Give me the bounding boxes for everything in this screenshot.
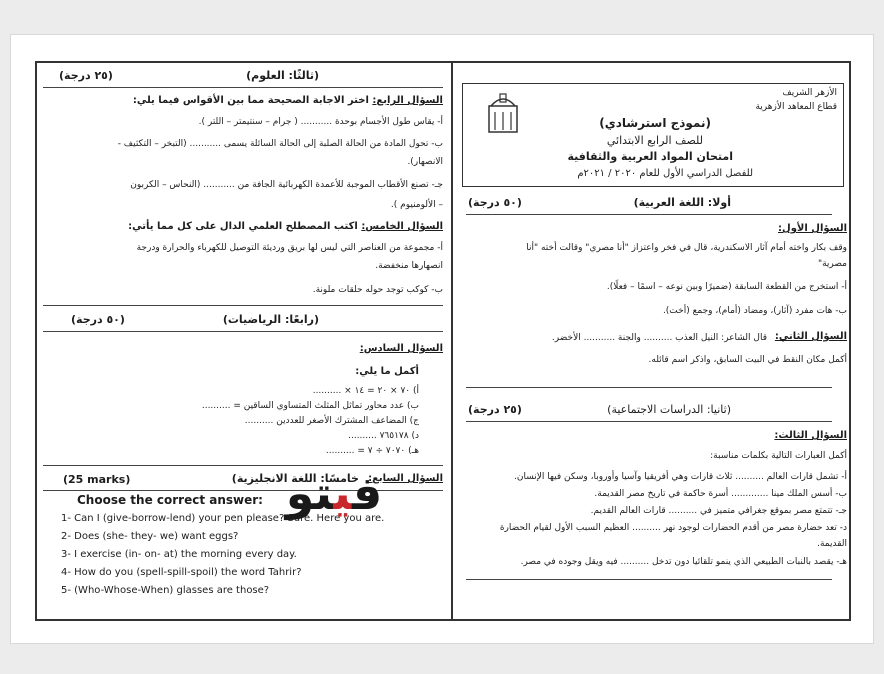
exam-header <box>462 83 844 187</box>
q4-header <box>133 95 443 106</box>
science-marks: (٢٥ درجة) <box>59 69 113 82</box>
model-label: (نموذج استرشادي) <box>599 116 711 130</box>
q6-item-c: ج) المضاعف المشترك الأصغر للعددين .......... <box>244 416 419 426</box>
q1-title: السؤال الأول: <box>778 223 847 234</box>
q5-item-a-line2: انصهارها منخفضة. <box>375 261 443 271</box>
q5-item-b: ب- كوكب توجد حوله حلقات ملونة. <box>312 285 443 295</box>
q5-header <box>128 221 443 232</box>
section-rule <box>466 421 832 422</box>
q4-intro: اختر الاجابة الصحيحة مما بين الأقواس فيما يلي: <box>132 95 369 106</box>
vito-watermark: فيتو <box>285 466 383 520</box>
section-rule <box>466 579 832 580</box>
english-item-5: 5- (Who-Whose-When) glasses are those? <box>61 585 270 596</box>
english-marks: (25 marks) <box>63 473 131 486</box>
right-column <box>454 63 851 619</box>
social-title: (ثانيا: الدراسات الاجتماعية) <box>607 403 731 416</box>
q7-title: السؤال السابع: <box>368 473 443 484</box>
exam-sheet <box>10 34 874 644</box>
q2-text-line2: أكمل مكان النقط في البيت السابق، واذكر اسم قائله. <box>648 355 847 365</box>
q1-text-line1: وقف بكار واخته أمام آثار الاسكندرية، قال في فخر واعتزاز "أنا مصري" وقالت أخته "أنا <box>526 243 847 253</box>
q4-title: السؤال الرابع: <box>372 95 443 106</box>
arabic-title: أولا: اللغة العربية) <box>633 196 731 209</box>
english-item-2: 2- Does (she- they- we) want eggs? <box>61 531 239 542</box>
left-column <box>37 63 449 619</box>
english-item-3: 3- I exercise (in- on- at) the morning every day. <box>61 549 297 560</box>
section-rule <box>43 305 443 306</box>
q6-title: السؤال السادس: <box>359 343 443 354</box>
q5-intro: اكتب المصطلح العلمي الدال على كل مما يأتي: <box>128 221 358 232</box>
q3-item-b: ب- أسس الملك مينا ............. أسرة حاكمة في تاريخ مصر القديمة. <box>594 489 847 499</box>
english-item-4: 4- How do you (spell-spill-spoil) the word Tahrir? <box>61 567 302 578</box>
exam-label: امتحان المواد العربية والثقافية <box>567 150 733 163</box>
term-label: للفصل الدراسي الأول للعام ٢٠٢٠ / ٢٠٢١م <box>577 168 753 179</box>
q2-text: قال الشاعر: النيل العذب .......... والجنة ........... الأخضر. <box>551 333 767 343</box>
q4-item-c-line2: – الألومنيوم ). <box>390 200 443 210</box>
q3-item-c: جـ- تتمتع مصر بموقع جغرافي متميز في .......... قارات العالم القديم. <box>590 506 847 516</box>
q4-item-b: ب- تحول المادة من الحالة الصلبة إلى الحالة السائلة يسمى ........... (التبخر – التكثيف - <box>117 139 443 149</box>
social-marks: (٢٥ درجة) <box>468 403 522 416</box>
science-title: (ثالثًا: العلوم) <box>246 69 319 82</box>
q3-item-d: د- تعد حضارة مصر من أقدم الحضارات لوجود نهر .......... العظيم السبب الأول لقيام الحضارة <box>499 523 847 533</box>
q2-title: السؤال الثاني: <box>774 331 847 342</box>
english-title: خامسًا: اللغة الانجليزية) <box>231 472 359 485</box>
math-marks: (٥٠ درجة) <box>71 313 125 326</box>
column-divider <box>451 63 453 619</box>
section-rule <box>43 331 443 332</box>
english-instruction: Choose the correct answer: <box>77 493 263 507</box>
q6-item-d: د) ٧٦٥١٧٨ .......... <box>348 431 419 441</box>
q6-item-a: أ) ٧٠ × ٢٠ = ١٤ × .......... <box>312 386 419 396</box>
q1-text-line2: مصرية" <box>817 259 847 269</box>
q5-item-a: أ- مجموعة من العناصر التي ليس لها بريق ورديئة التوصيل للكهرباء والحرارة ودرجة <box>136 243 443 253</box>
q5-title: السؤال الخامس: <box>361 221 443 232</box>
exam-frame <box>35 61 851 621</box>
math-title: (رابعًا: الرياضيات) <box>222 313 319 326</box>
q4-item-b-line2: الانصهار). <box>407 157 443 167</box>
section-rule <box>466 387 832 388</box>
q3-title: السؤال الثالث: <box>774 430 847 441</box>
sector-label: قطاع المعاهد الأزهرية <box>755 102 837 112</box>
q3-item-a: أ- تشمل قارات العالم .......... ثلاث قارات وهي أفريقيا وآسيا وأوروبا، وسكن فيها الإنسان. <box>514 472 847 482</box>
q3-item-d-line2: القديمة. <box>817 539 847 549</box>
q3-intro: أكمل العبارات التالية بكلمات مناسبة: <box>710 451 847 461</box>
q1-item-a: أ- استخرج من القطعة السابقة (ضميرًا وبين نوعه – اسمًا – فعلًا). <box>606 282 847 292</box>
section-rule <box>466 214 832 215</box>
q4-item-c: جـ- تصنع الأقطاب الموجبة للأعمدة الكهربائية الجافة من ........... (النحاس – الكربون <box>130 180 443 190</box>
azhar-label: الأزهر الشريف <box>782 88 837 98</box>
q6-item-b: ب) عدد محاور تماثل المثلث المتساوي الساقين = .......... <box>201 401 419 411</box>
q3-item-e: هـ- يقصد بالنبات الطبيعي الذي ينمو تلقائيا دون تدخل .......... فيه ويقل وجوده في مصر. <box>520 557 847 567</box>
q1-item-b: ب- هات مفرد (آثار)، ومضاد (أمام)، وجمع (أخت). <box>662 306 847 316</box>
grade-label: للصف الرابع الابتدائي <box>606 134 703 147</box>
section-rule <box>43 87 443 88</box>
arabic-marks: (٥٠ درجة) <box>468 196 522 209</box>
azhar-emblem-icon <box>485 92 521 136</box>
english-item-1: 1- Can I (give-borrow-lend) your pen please? Sure. Here you are. <box>61 513 385 524</box>
q4-item-a: أ- يقاس طول الأجسام بوحدة ........... ( جرام – سنتيمتر – اللتر ). <box>198 117 443 127</box>
q6-item-e: هـ) ٧٠٧٠ ÷ ٧ = .......... <box>325 446 419 456</box>
q6-intro: أكمل ما يلي: <box>355 366 419 377</box>
